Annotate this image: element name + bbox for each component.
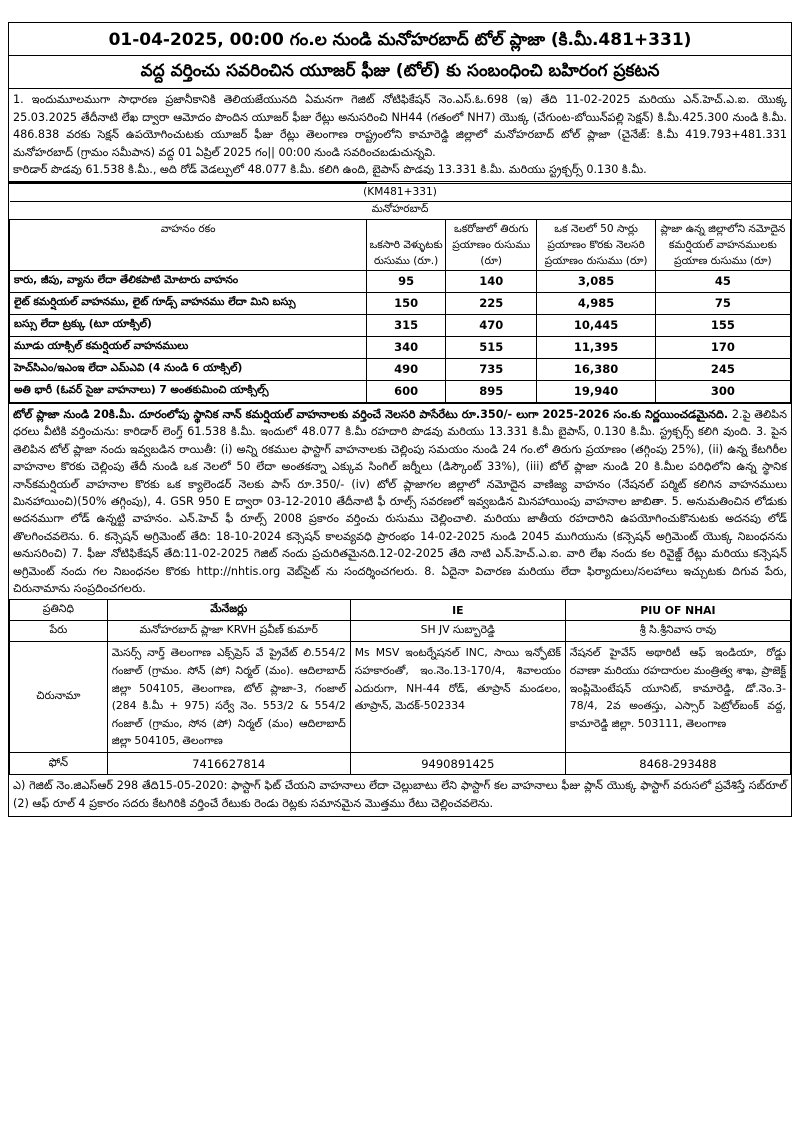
monthly-pass-text: టోల్ ప్లాజా నుండి 20కి.మీ. దూరంలోపు స్థానిక నాన్ కమర్షియల్ వాహనాలకు వర్తించే నెలసరి పాసేరేటు రూ.350/- లుగా 2025-2026 సం.కు నిర్ణయించడమైనది. [13, 407, 729, 421]
return-fee: 515 [445, 336, 537, 358]
contacts-table [9, 599, 791, 775]
km-label: (KM481+331) [10, 183, 791, 201]
table-row [10, 314, 791, 336]
intro-paragraph [9, 89, 791, 182]
ie-header: IE [350, 600, 565, 621]
public-notice [8, 22, 792, 817]
title-line-1: 01-04-2025, 00:00 గం.ల నుండి మనోహరబాద్ టోల్ ప్లాజా (కి.మీ.481+331) [9, 23, 791, 56]
piu-phone: 8468-293488 [565, 753, 790, 775]
single-fee: 600 [367, 380, 446, 402]
single-fee: 150 [367, 292, 446, 314]
single-fee: 95 [367, 270, 446, 292]
notice-title [9, 23, 791, 89]
return-fee: 735 [445, 358, 537, 380]
district-fee: 155 [655, 314, 790, 336]
vehicle-type: హెచ్‌సిఎం/ఇఎంఇ లేదా ఎమ్ఎవి (4 నుండి 6 యాక్సిల్) [10, 358, 367, 380]
district-fee: 75 [655, 292, 790, 314]
phone-label: ఫోన్ [10, 753, 108, 775]
single-fee: 340 [367, 336, 446, 358]
monthly-fee: 19,940 [537, 380, 655, 402]
col-district-header: ప్లాజా ఉన్న జిల్లాలోని నమోదైన కమర్షియల్ వాహనములకు ప్రయాణ రుసుము (రూ) [655, 219, 790, 270]
table-row [10, 358, 791, 380]
return-fee: 225 [445, 292, 537, 314]
col-vehicle-header: వాహనం రకం [10, 219, 367, 270]
district-fee: 300 [655, 380, 790, 402]
single-fee: 490 [367, 358, 446, 380]
monthly-fee: 3,085 [537, 270, 655, 292]
toll-rate-table [9, 182, 791, 403]
address-label: చిరునామా [10, 642, 108, 753]
managers-header: మేనేజర్లు [107, 600, 350, 621]
district-fee: 45 [655, 270, 790, 292]
manager-address: మెసర్స్ నార్త్ తెలంగాణ ఎక్స్‌ప్రెస్ వే ప్రైవేట్ లి.554/2 గంజాల్ (గ్రామం. సోన్ (పో) నిర్మల్ (మం). ఆదిలాబాద్ జిల్లా 504105, తెలంగాణ, టోల్ ప్లాజా-3, గంజాల్ (284 కి.మీ + 975) సర్వే నెం. 553/2 & 554/2 గంజాల్ (గ్రామం, సోన (పో) నిర్మల్ (మం) ఆదిలాబాద్ జిల్లా 504105, తెలంగాణ [107, 642, 350, 753]
monthly-fee: 10,445 [537, 314, 655, 336]
ie-phone: 9490891425 [350, 753, 565, 775]
col-return-header: ఒకరోజులో తిరుగు ప్రయాణం రుసుము (రూ) [445, 219, 537, 270]
intro-text: 1. ఇందుమూలముగా సాధారణ ప్రజానీకానికి తెలియజేయునది ఏమనగా గెజిట్ నోటిఫికేషన్ నెం.ఎస్.ఓ.698 (ఇ) తేది 11-02-2025 మరియు ఎన్.హెచ్.ఎ.ఐ. యొక్క 25.03.2025 తేదీనాటి లేఖ ద్వారా ఆమోదం పొందిన యూజర్ ఫీజు రేట్లు అనుసరించి NH44 (గతంలో NH7) యొక్క (చేగుంట-బోయిన్‌పల్లి సెక్షన్) కి.మీ.425.300 నుండి కి.మీ. 486.838 వరకు సెక్షన్ ఉపయోగించుటకు యూజర్ ఫీజు రేట్లు తెలంగాణ రాష్ట్రంలోని కామారెడ్డి జిల్లాలో మనోహరబాద్ టోల్ ప్లాజా (చైనేజ్: కి.మీ 419.793+481.331 మనోహరబాద్ (గ్రామం సమీపాన) వద్ద 01 ఏప్రిల్ 2025 గం|| 00:00 నుండి సవరించబడుచున్నవి. [13, 93, 787, 159]
vehicle-type: కారు, జీపు, వ్యాను లేదా తేలికపాటి మోటారు వాహనం [10, 270, 367, 292]
monthly-fee: 11,395 [537, 336, 655, 358]
terms-text: 2.పై తెలిపిన ధరలు వీటికి వర్తించును: కారిడార్ లెంగ్త్ 61.538 కి.మీ. ఇందులో 48.077 కి.మీ రహదారి పొడవు మరియు 13.331 కి.మీ బైపాస్, 0.130 కి.మీ. స్ట్రక్చర్స్ కలిగి వుంది. 3. పైన తెలిపిన టోల్ ప్లాజా నందు ఇవ్వబడిన రాయితీ: (i) అన్ని రకముల ఫాస్టాగ్ వాహనాలకు చెల్లింపు సమయం నుండి 24 గం.లో తిరుగు ప్రయాణం (తగ్గింపు 25%), (ii) ఉన్న కేటగిరీల వాహనాల కొరకు చెల్లింపు తేదీ నుండి ఒక నెలలో 50 లేదా అంతకన్నా ఎక్కువ సింగిల్ జర్నీలు (డిస్కౌంట్ 33%), (iii) టోల్ ప్లాజా నుండి 20 కి.మీల పరిధిలోని ఉన్న స్థానిక నాన్‌కమర్షియల్ వాహనాల కొరకు ఒక క్యాలెండర్ నెలకు పాస్ రూ.350/- (iv) టోల్ ప్లాజాగల జిల్లాలో నమోదైన వాణిజ్య వాహనం (నేషనల్ పర్మిట్ కలిగిన వాహనములు మినహాయించి)(50% తగ్గింపు), 4. GSR 950 E ద్వారా 03-12-2010 తేదీనాటి ఫీ రూల్స్ సవరణలో ఇవ్వబడిన మినహాయింపు వాహనాల జాబితా. 5. అనుమతించిన లోడుకు అదనముగా లోడ్ ఉన్నట్టి వాహనం. ఎన్.హెచ్ ఫీ రూల్స్ 2008 ప్రకారం వర్తించు రుసుము చెల్లించాలి. మరియు జాతీయ రహదారిని ఉపయోగించుకొనుటకు అదనపు లోడ్ తొలగించవలెను. 6. కన్సెషన్ అగ్రిమెంట్ తేది: 18-10-2024 కన్సెషన్ కాలవ్యవధి ప్రారంభం 14-02-2025 నుండి 2045 ముగియును (కన్సెషన్ అగ్రిమెంట్ యొక్క నిబంధనను అనుసరించి) 7. ఫీజు నోటిఫికేషన్ తేది:11-02-2025 గెజిట్ నందు ప్రచురితమైనది.12-02-2025 తేది నాటి ఎన్.హెచ్.ఎ.ఐ. వారి లేఖ నందు కల రివైజ్డ్ రేట్లు మరియు కన్సెషన్ అగ్రిమెంట్ నందు గల నిబంధనల కొరకు http://nhtis.org వెబ్‌సైట్ ను సందర్శించగలరు. 8. ఏదైనా విచారణ మరియు లేదా ఫిర్యాదులు/సలహాలు ఇచ్చుటకు దిగువ పేరు, చిరునామాను సంప్రదించగలరు. [13, 407, 787, 596]
single-fee: 315 [367, 314, 446, 336]
table-row [10, 270, 791, 292]
piu-name: శ్రీ సి.శ్రీనివాస రావు [565, 621, 790, 642]
piu-address: నేషనల్ హైవేస్ అథారిటీ ఆఫ్ ఇండియా, రోడ్డు రవాణా మరియు రహదారుల మంత్రిత్వ శాఖ, ప్రాజెక్ట్ ఇంప్లిమెంటేషన్ యూనిట్, కామారెడ్డి, డో.నెం.3-78/4, 2వ అంతస్తు, ఎస్సార్ పెట్రోల్‌బంక్ వద్ద, కామారెడ్డి జిల్లా. 503111, తెలంగాణ [565, 642, 790, 753]
name-label: పేరు [10, 621, 108, 642]
vehicle-type: అతి భారీ (ఓవర్ సైజు వాహనాలు) 7 అంతకుమించి యాక్సిల్స్ [10, 380, 367, 402]
ie-name: SH JV సుబ్బారెడ్డి [350, 621, 565, 642]
piu-header: PIU OF NHAI [565, 600, 790, 621]
district-fee: 245 [655, 358, 790, 380]
return-fee: 470 [445, 314, 537, 336]
ie-address: Ms MSV ఇంటర్నేషనల్ INC, సాయి ఇన్ఫోటెక్ సహకారంతో, ఇం.నెం.13-170/4, శివాలయం ఎదురుగా, NH-44 రోడ్, తూప్రాన్ మండలం, తూప్రాన్, మెదక్-502334 [350, 642, 565, 753]
monthly-fee: 4,985 [537, 292, 655, 314]
vehicle-type: లైట్ కమర్షియల్ వాహనము, లైట్ గూడ్స్ వాహనము లేదా మిని బస్సు [10, 292, 367, 314]
fastag-note: ఎ) గెజిట్ నెం.జిఎస్ఆర్ 298 తేది15-05-2020: ఫాస్టాగ్ ఫిట్ చేయని వాహనాలు లేదా చెల్లుబాటు లేని ఫాస్టాగ్ కల వాహనాలు ఫీజు ప్లాన్ యొక్క ఫాస్టాగ్ వరుసలో ప్రవేశిస్తే సబ్‌రూల్ (2) ఆఫ్ రూల్ 4 ప్రకారం సదరు కేటగిరికి వర్తించే రేటుకు రెండు రెట్లకు సమానమైన మొత్తము రేటు చెల్లించవలెను. [13, 779, 787, 810]
table-row [10, 292, 791, 314]
vehicle-type: బస్సు లేదా ట్రక్కు (టూ యాక్సిల్) [10, 314, 367, 336]
district-fee: 170 [655, 336, 790, 358]
monthly-fee: 16,380 [537, 358, 655, 380]
return-fee: 140 [445, 270, 537, 292]
title-line-2: వద్ద వర్తించు సవరించిన యూజర్ ఫీజు (టోల్) కు సంబంధించి బహిరంగ ప్రకటన [140, 61, 660, 81]
manager-name: మనోహరబాద్ ప్లాజా KRVH ప్రవీణ్ కుమార్ [107, 621, 350, 642]
manager-phone: 7416627814 [107, 753, 350, 775]
col-single-header: ఒకసారి వెళ్ళుటకు రుసుము (రూ.) [367, 219, 446, 270]
vehicle-type: మూడు యాక్సిల్ కమర్షియల్ వాహనములు [10, 336, 367, 358]
terms-paragraph [9, 403, 791, 599]
table-row [10, 380, 791, 402]
corridor-text: కారిడార్ పొడవు 61.538 కి.మీ., అది రోడ్ వెడల్పులో 48.077 కి.మీ. కలిగి ఉంది, బైపాస్ పొడవు 13.331 కి.మీ. మరియు స్ట్రక్చర్స్ 0.130 కి.మీ. [13, 163, 647, 177]
rep-label: ప్రతినిధి [10, 600, 108, 621]
return-fee: 895 [445, 380, 537, 402]
plaza-name: మనోహరబాద్ [10, 201, 791, 219]
table-row [10, 336, 791, 358]
col-monthly-header: ఒక నెలలో 50 సార్లు ప్రయాణం కొరకు నెలసరి ప్రయాణం రుసుము (రూ) [537, 219, 655, 270]
